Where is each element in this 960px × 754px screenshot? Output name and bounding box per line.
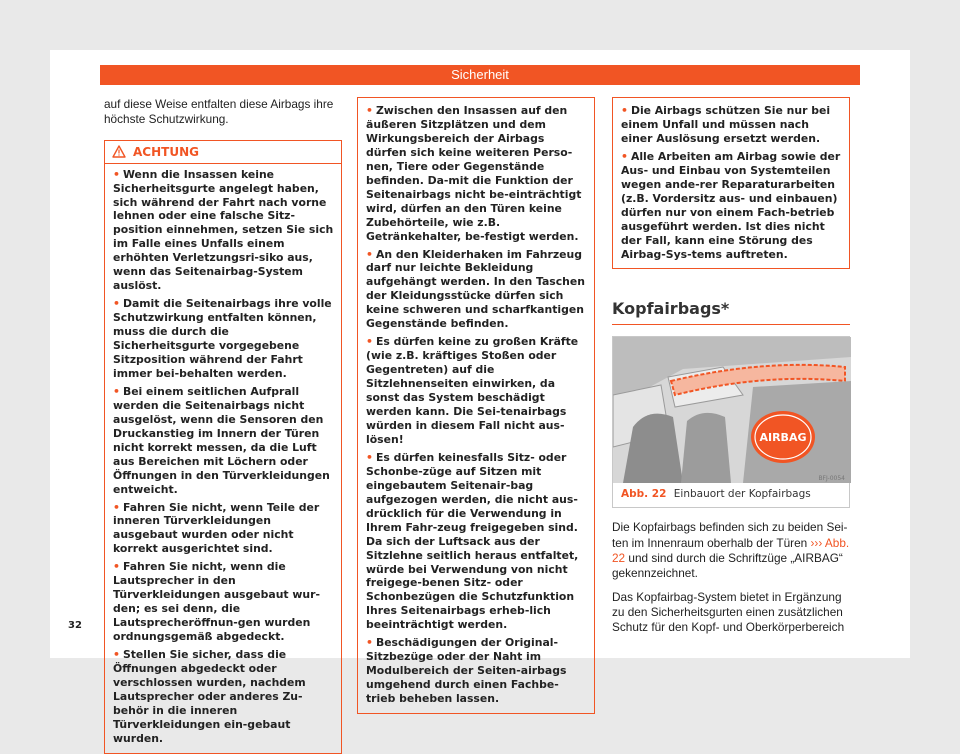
figure bbox=[612, 336, 850, 508]
bullet-icon: • bbox=[366, 450, 373, 464]
car-interior-illustration bbox=[613, 337, 851, 483]
warning-header bbox=[105, 141, 341, 164]
section-title: Kopfairbags* bbox=[612, 299, 850, 325]
warning-item: • Alle Arbeiten am Airbag sowie der Aus- und Einbau von Systemteilen wegen ande-rer Reparaturarbeiten (z.B. Vordersitz aus- und einbauen) dürfen nur von einem Fach-betrieb ausgeführt werden. Ist dies nicht der Fall, kann eine Störung des Airbag-Sys-tems auftreten. bbox=[621, 149, 841, 261]
intro-paragraph: auf diese Weise entfalten diese Airbags ihre höchste Schutzwirkung. bbox=[104, 97, 334, 127]
warning-item: • Es dürfen keinesfalls Sitz- oder Schonbe-züge auf Sitzen mit eingebautem Seitenair-bag aufgezogen werden, die nicht aus-drücklich für die Verwendung in Ihrem Fahr-zeug freigegeben sind. Da sich der Luftsack aus der Sitzlehne seitlich heraus entfaltet, würde bei Verwendung von nicht freigege-benen Sitz- oder Schonbezügen die Schutzfunktion Ihres Seitenairbags erheb-lich beeinträchtigt werden. bbox=[366, 450, 579, 632]
bullet-icon: • bbox=[366, 636, 373, 650]
bullet-icon: • bbox=[366, 247, 373, 261]
warning-box bbox=[104, 140, 342, 754]
warning-title: ACHTUNG bbox=[133, 144, 199, 159]
warning-item: • Beschädigungen der Original-Sitzbezüge oder der Naht im Modulbereich der Seiten-airbags umgehend durch einen Fachbe-trieb beheben lassen. bbox=[366, 636, 567, 706]
figure-reference-link[interactable]: ››› Abb. 22 bbox=[612, 535, 850, 566]
warning-list bbox=[358, 104, 594, 706]
body-paragraph: Das Kopfairbag-System bietet in Ergänzung zu den Sicherheitsgurten einen zusätzlichen Schutz für den Kopf- und Oberkörperbereich bbox=[612, 589, 845, 635]
warning-item: • Es dürfen keine zu großen Kräfte (wie z.B. kräftiges Stoßen oder Gegentreten) auf die Sitzlehnenseiten einwirken, da sonst das System beschädigt werden kann. Die Sei-tenairbags würden in diesem Fall nicht aus-lösen! bbox=[366, 335, 579, 446]
warning-item: • An den Kleiderhaken im Fahrzeug darf nur leichte Bekleidung aufgehängt werden. In den Taschen der Kleidungsstücke dürfen sich keine schweren und scharfkantigen Gegenstände befinden. bbox=[366, 247, 585, 331]
column-middle bbox=[357, 97, 595, 714]
airbag-label: AIRBAG bbox=[759, 431, 807, 445]
warning-item: • Stellen Sie sicher, dass die Öffnungen abgedeckt oder verschlossen wurden, nachdem Lautsprecher oder anderes Zu-behör in die inneren Türverkleidungen ein-gebaut wurden. bbox=[113, 648, 306, 745]
warning-item: • Zwischen den Insassen auf den äußeren Sitzplätzen und dem Wirkungsbereich der Airbags dürfen sich keine weiteren Perso-nen, Tiere oder Gegenstände befinden. Da-mit die Funktion der Seitenairbags nicht be-einträchtigt wird, dürfen an den Türen keine Zubehörteile, wie z.B. Getränkehalter, be-festigt werden. bbox=[366, 104, 582, 243]
warning-item: • Fahren Sie nicht, wenn Teile der inneren Türverkleidungen ausgebaut wurden oder nicht korrekt ausgerichtet sind. bbox=[113, 500, 320, 556]
bullet-icon: • bbox=[113, 648, 120, 662]
body-paragraph: Die Kopfairbags befinden sich zu beiden Sei-ten im Innenraum oberhalb der Türen ››› Abb. 22 und sind durch die Schriftzüge „AIRBAG“ gekennzeichnet. bbox=[612, 520, 850, 581]
warning-item: • Fahren Sie nicht, wenn die Lautsprecher in den Türverkleidungen ausgebaut wur-den; es sei denn, die Lautsprecheröffnun-gen wurden ordnungsgemäß abgedeckt. bbox=[113, 560, 320, 644]
manual-page bbox=[50, 50, 910, 745]
bullet-icon: • bbox=[366, 104, 373, 117]
page-number: 32 bbox=[68, 620, 82, 631]
warning-item: • Damit die Seitenairbags ihre volle Schutzwirkung entfalten können, muss die durch die Sicherheitsgurte vorgegebene Sitzposition während der Fahrt immer bei-behalten werden. bbox=[113, 297, 332, 380]
warning-list bbox=[613, 104, 849, 261]
column-left bbox=[104, 97, 342, 754]
figure-caption bbox=[621, 488, 811, 500]
warning-item: • Die Airbags schützen Sie nur bei einem Unfall und müssen nach einer Auslösung ersetzt werden. bbox=[621, 104, 831, 145]
warning-box-continued bbox=[612, 97, 850, 269]
warning-list bbox=[105, 168, 341, 746]
figure-caption-text: Einbauort der Kopfairbags bbox=[673, 488, 811, 501]
column-right bbox=[612, 97, 850, 644]
bullet-icon: • bbox=[113, 297, 120, 311]
bullet-icon: • bbox=[621, 149, 628, 163]
bullet-icon: • bbox=[621, 104, 628, 117]
bullet-icon: • bbox=[113, 384, 120, 398]
bullet-icon: • bbox=[113, 500, 120, 514]
warning-triangle-icon bbox=[112, 145, 126, 158]
warning-item: • Bei einem seitlichen Aufprall werden die Seitenairbags nicht ausgelöst, wenn die Sensoren den Druckanstieg im Innern der Türen nicht korrekt messen, da die Luft aus Bereichen mit Löchern oder Öffnungen in den Türverkleidungen entweicht. bbox=[113, 384, 330, 496]
image-code: BFJ-0054 bbox=[818, 475, 845, 483]
bullet-icon: • bbox=[366, 335, 373, 349]
warning-box-continued bbox=[357, 97, 595, 714]
figure-number: Abb. 22 bbox=[621, 488, 667, 501]
bullet-icon: • bbox=[113, 560, 120, 574]
warning-item: • Wenn die Insassen keine Sicherheitsgurte angelegt haben, sich während der Fahrt nach vorne lehnen oder eine falsche Sitz-position einnehmen, setzen Sie sich im Falle eines Unfalls einem erhöhten Verletzungsri-siko aus, wenn das Seitenairbag-System auslöst. bbox=[113, 167, 334, 293]
bullet-icon: • bbox=[113, 167, 120, 181]
section-header: Sicherheit bbox=[100, 65, 860, 85]
